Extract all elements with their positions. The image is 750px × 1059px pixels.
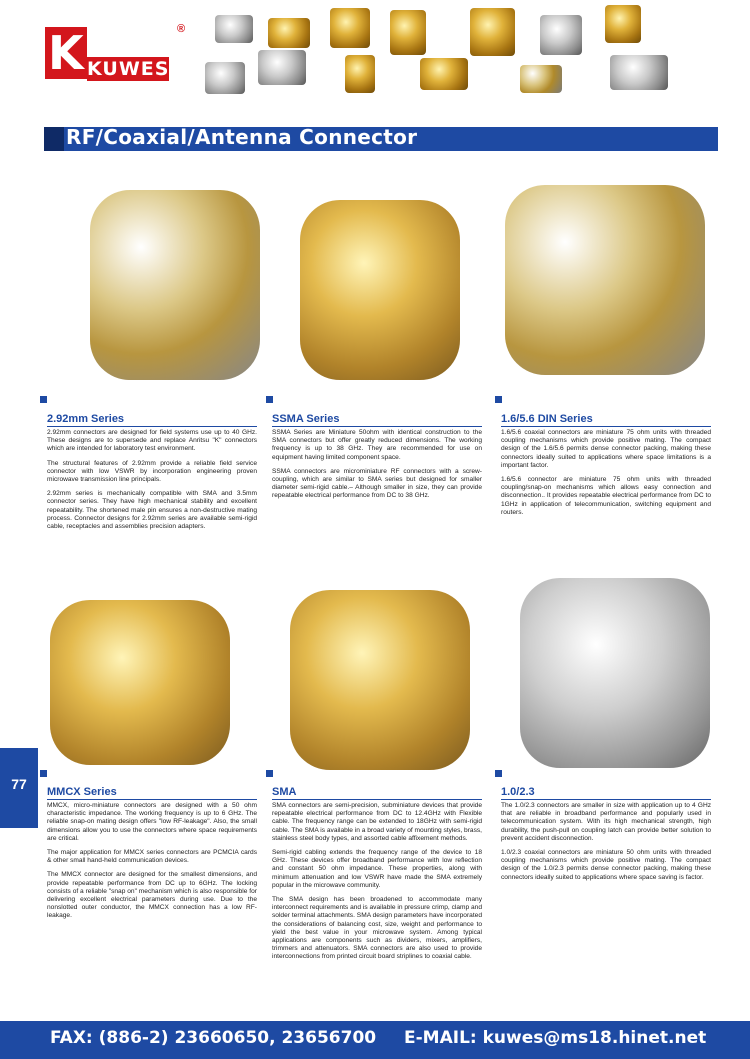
section-heading: SSMA Series xyxy=(272,413,482,427)
section-paragraph: 1.6/5.6 connector are miniature 75 ohm units with threaded coupling/snap-on mechanisms which allows easy connection and disconnection.. It provides repeatable electrical performance from DC to 1GHz in application of telecommunication, switching equipment and routers. xyxy=(501,476,711,516)
section-heading: 1.6/5.6 DIN Series xyxy=(501,413,711,427)
section-paragraph: SSMA connectors are microminiature RF connectors with a screw-coupling, which are similar to SMA series but designed for smaller diameter semi-rigid cable.– Although smaller in size, they can provide repeatable electrical performance from DC to 38 GHz. xyxy=(272,467,482,500)
section-paragraph: The SMA design has been broadened to accommodate many interconnect requirements and is available in pressure crimp, clamp and solder terminal attachments. SMA design parameters have incorporated the considerations of balancing cost, size, weight and performance to yield the best value in your microwave system. Among typical applications are components such as dividers, mixers, amplifiers, trimmers and attenuators. SMA connectors are also used to provide interconnections from printed circuit board striplines to coaxial cable. xyxy=(272,896,483,961)
section-heading: 1.0/2.3 xyxy=(501,786,711,800)
section-paragraph: The structural features of 2.92mm provide a reliable field service connector with low VSWR by incorporation engineering proven microwave transmission line principals. xyxy=(47,459,257,484)
section-sma xyxy=(272,786,482,968)
page-number-tab xyxy=(0,748,38,828)
section-paragraph: The MMCX connector are designed for the smallest dimensions, and provide repeatable performance from DC up to 6GHz. The locking consists of a reliable "snap on" mechanism which is also responsible for delivering excellent electrical parameters during use. Due to the nonslotted outer conductor, the MMCX connection has a low RF-leakage. xyxy=(47,871,257,920)
connector-thumbnail xyxy=(345,55,375,93)
section-heading: SMA xyxy=(272,786,482,800)
section-paragraph: MMCX, micro-miniature connectors are designed with a 50 ohm characteristic impedance. The working frequency is up to 6 GHz. The reliable snap-on mating design offers "low RF-leakage". Also, the small dimensions allow you to use the connectors where space requirements are critical. xyxy=(47,802,257,842)
connector-thumbnail xyxy=(420,58,468,90)
connector-thumbnail xyxy=(390,10,426,55)
page-number: 77 xyxy=(11,776,27,792)
section-paragraph: The 1.0/2.3 connectors are smaller in size with application up to 4 GHz that are reliable in broadband performance and popularly used in telecommunication system. With its high mechanical strength, high durability, the push-pull on coupling latch can provide better solution to prevent accident disconnection. xyxy=(501,802,711,842)
product-photo-sma xyxy=(290,590,470,770)
product-photo-2-92mm xyxy=(90,190,260,380)
connector-thumbnail xyxy=(215,15,253,43)
section-paragraph: 2.92mm connectors are designed for field systems use up to 40 GHz. These designs are to supersede and replace Anritsu "K" connectors which are intended for laboratory test environment. xyxy=(47,429,257,453)
section-paragraph: SMA connectors are semi-precision, subminiature devices that provide repeatable electrical performance from DC to 12.4GHz with Flexible cable. The frequency range can be extended to 18GHz with semi-rigid cable. The SMA is available in a broad variety of mounting styles, brass, stainless steel body types, and assorted cable affixement methods. xyxy=(272,802,482,842)
connector-thumbnail xyxy=(520,65,562,93)
section-paragraph: SSMA Series are Miniature 50ohm with identical construction to the SMA connectors but offer greatly reduced dimensions. The working frequency is up to 38 GHz. They are recommended for use on equipment having limited component space. xyxy=(272,429,482,461)
logo-k-block xyxy=(45,27,87,79)
connector-thumbnail xyxy=(540,15,582,55)
connector-thumbnail xyxy=(205,62,245,94)
connector-thumbnail xyxy=(605,5,641,43)
connector-thumbnail xyxy=(258,50,306,85)
section-din xyxy=(501,413,711,523)
section-paragraph: Semi-rigid cabling extends the frequency range of the device to 18 GHz. These devices offer broadband performance with low reflection and constant 50 ohm impedance. These properties, along with minimum attenuation and low VSWR have made the SMA extremely popular in the microwave community. xyxy=(272,849,482,889)
title-bar-accent xyxy=(44,127,64,151)
kuwes-logo xyxy=(45,23,186,82)
section-paragraph: 1.0/2.3 coaxial connectors are miniature 50 ohm units with threaded coupling mechanisms which provide positive mating. The compact design of the 1.0/2.3 permits dense connector packing, making these connectors ideally suited to applications where space saving is factor. xyxy=(501,849,711,881)
section-heading: 2.92mm Series xyxy=(47,413,257,427)
logo-k-letter: K xyxy=(48,26,84,80)
product-photo-din xyxy=(505,185,705,375)
email-address: E-MAIL: kuwes@ms18.hinet.net xyxy=(404,1028,707,1048)
connector-thumbnail xyxy=(268,18,310,48)
section-marker xyxy=(40,396,47,403)
section-paragraph: 1.6/5.6 coaxial connectors are miniature 75 ohm units with threaded coupling mechanisms which provide positive mating. The compact design of the 1.6/5.6 permits dense connector packing, making these connectors ideally suited to applications where space limitations is a important factor. xyxy=(501,429,711,469)
section-paragraph: The major application for MMCX series connectors are PCMCIA cards & other small hand-held communication devices. xyxy=(47,849,257,865)
registered-mark: ® xyxy=(177,23,186,35)
product-photo-mmcx xyxy=(50,600,230,765)
connector-thumbnail xyxy=(610,55,668,90)
section-1-0-2-3 xyxy=(501,786,711,888)
page-title: RF/Coaxial/Antenna Connector xyxy=(66,125,418,149)
connector-thumbnail xyxy=(330,8,370,48)
section-mmcx xyxy=(47,786,257,927)
section-ssma xyxy=(272,413,482,507)
footer-bar xyxy=(0,1021,750,1059)
section-marker xyxy=(40,770,47,777)
connector-thumbnail xyxy=(470,8,515,56)
product-photo-ssma xyxy=(300,200,460,380)
section-paragraph: 2.92mm series is mechanically compatible with SMA and 3.5mm connector series. They have high mechanical stability and excellent repeatability. The shortened male pin ensures a non-destructive mating process. Connector designs for 2.92mm series are available semi-rigid cable, receptacles and assemblies precision adapters. xyxy=(47,490,257,531)
fax-number: FAX: (886-2) 23660650, 23656700 xyxy=(50,1028,377,1048)
product-photo-1-0-2-3 xyxy=(520,578,710,768)
section-marker xyxy=(495,770,502,777)
section-2-92mm xyxy=(47,413,257,537)
section-marker xyxy=(266,396,273,403)
section-marker xyxy=(266,770,273,777)
section-marker xyxy=(495,396,502,403)
logo-wordmark: KUWES xyxy=(87,58,170,80)
section-heading: MMCX Series xyxy=(47,786,257,800)
